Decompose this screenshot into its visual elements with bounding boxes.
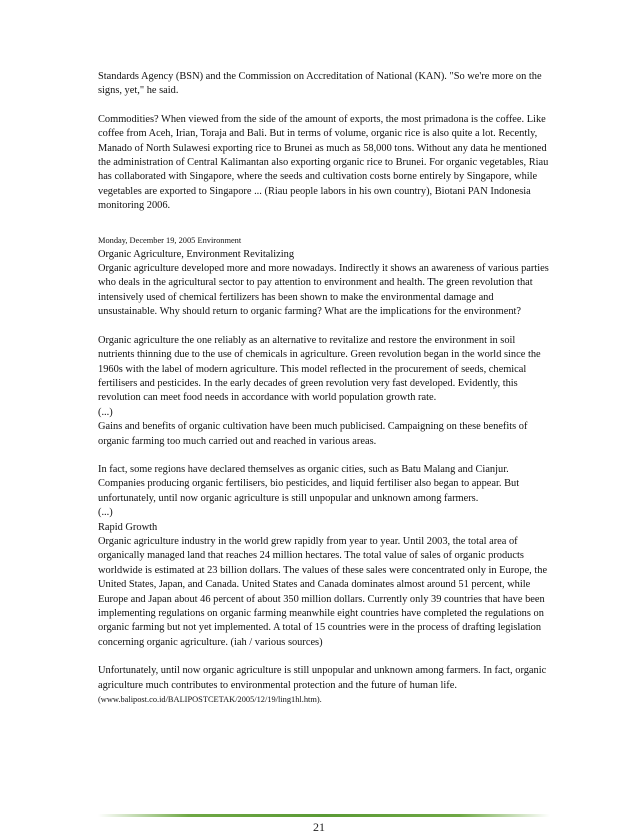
ellipsis-2: (...) xyxy=(98,507,113,519)
source-citation: (www.balipost.co.id/BALIPOSTCETAK/2005/12/19/ling1hl.htm). xyxy=(98,695,322,705)
closing-paragraph xyxy=(98,664,550,707)
article-paragraph-5: Organic agriculture industry in the world grew rapidly from year to year. Until 2003, the total area of organically managed land that reaches 24 million hectares. The total value of sales of organic products worldwide is estimated at 23 billion dollars. The values of these sales were concentrated only in Europe, the United States, Japan, and Canada. United States and Canada dominates almost around 51 percent, while Europe and Japan about 46 percent of about 350 million dollars. Currently only 39 countries that have been implementing regulations on organic farming meanwhile eight countries have completed the regulations on organic farming but not yet implemented. A total of 15 countries were in the process of drafting legislation concerning organic agriculture. (iah / various sources) xyxy=(98,535,548,648)
commodities-paragraph: Commodities? When viewed from the side of the amount of exports, the most primadona is the coffee. Like coffee from Aceh, Irian, Toraja and Bali. But in terms of volume, organic rice is also quite a lot. Recently, Manado of North Sulawesi exporting rice to Brunei as much as 58,000 tons. Without any data he mentioned the administration of Central Kalimantan also exporting organic rice to Brunei. For organic vegetables, Riau has collaborated with Singapore, where the seeds and cultivation costs borne entirely by Singapore, while vegetables are exported to Singapore ... (Riau people labors in his own country), Biotani PAN Indonesia monitoring 2006. xyxy=(98,113,549,212)
ellipsis-1: (...) xyxy=(98,406,113,418)
article-paragraph-3: Gains and benefits of organic cultivation have been much publicised. Campaigning on these benefits of organic farming too much carried out and reached in various areas. xyxy=(98,421,528,447)
page-number: 21 xyxy=(313,820,325,834)
continuation-paragraph: Standards Agency (BSN) and the Commission on Accreditation of National (KAN). "So we're more on the signs, yet," he said. xyxy=(98,71,542,97)
article-intro: Organic agriculture developed more and more nowadays. Indirectly it shows an awareness of various parties who deals in the agricultural sector to pay attention to environment and health. The green revolution that intensively used of chemical fertilizers has been shown to make the environmental damage and unsustainable. Why should return to organic farming? What are the implications for the environment? xyxy=(98,263,549,318)
footer-divider xyxy=(98,814,550,817)
article-meta: Monday, December 19, 2005 Environment xyxy=(98,235,242,245)
closing-text: Unfortunately, until now organic agriculture is still unpopular and unknown among farmers. In fact, organic agriculture much contributes to environmental protection and the future of human life. xyxy=(98,665,547,691)
article-paragraph-2: Organic agriculture the one reliably as an alternative to revitalize and restore the environment in soil nutrients thinning due to the use of chemicals in agriculture. Green revolution began in the world since the 1960s with the label of modern agriculture. This model reflected in the procurement of seeds, chemical fertilisers and pesticides. In the early decades of green revolution very fast developed. Evidently, this revolution can meet food needs in accordance with world population growth rate. xyxy=(98,334,541,404)
page-content xyxy=(98,70,550,707)
article-paragraph-4: In fact, some regions have declared themselves as organic cities, such as Batu Malang and Cianjur. Companies producing organic fertilisers, bio pesticides, and liquid fertiliser also began to appear. But unfortunately, until now organic agriculture is still unpopular and unknown among farmers. xyxy=(98,463,520,504)
article-title: Organic Agriculture, Environment Revitalizing xyxy=(98,248,295,260)
subheading-rapid-growth: Rapid Growth xyxy=(98,521,158,533)
